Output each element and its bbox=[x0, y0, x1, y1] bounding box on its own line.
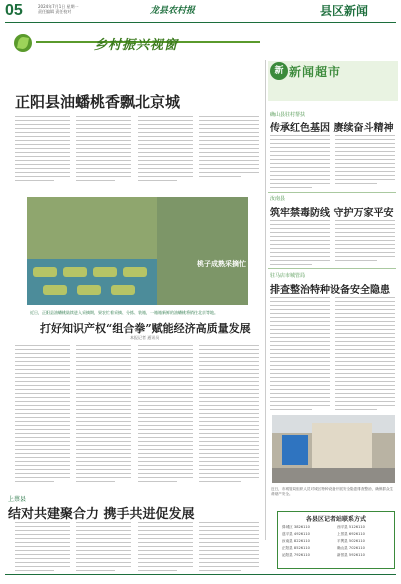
third-article-col-2 bbox=[76, 522, 131, 574]
news-item-1-col-2 bbox=[335, 135, 395, 187]
news-item-3-col-2 bbox=[335, 297, 395, 413]
contact-card-title: 各县区记者站联系方式 bbox=[305, 516, 366, 523]
photo-road bbox=[272, 468, 395, 483]
second-article-col-2 bbox=[76, 345, 131, 485]
news-item-kicker: 确山县驻村帮扶 bbox=[270, 112, 306, 118]
news-divider bbox=[268, 192, 396, 193]
main-headline: 正阳县油蟠桃香飘北京城 bbox=[15, 93, 181, 111]
news-divider bbox=[268, 268, 396, 269]
second-headline: 打好知识产权“组合拳”赋能经济高质量发展 bbox=[40, 322, 251, 335]
photo-label: 桃子成熟采摘忙 bbox=[197, 260, 246, 268]
contact-entry: 平舆县 5026110 bbox=[337, 539, 365, 543]
meta-line: 责任编辑 责任校对 bbox=[38, 9, 72, 14]
main-article-col-3 bbox=[138, 116, 193, 184]
contact-entry: 泌阳县 7926110 bbox=[282, 553, 310, 557]
column-banner bbox=[10, 34, 260, 52]
contact-entry: 新蔡县 5926110 bbox=[337, 553, 365, 557]
contact-entry: 遂平县 4926110 bbox=[282, 532, 310, 536]
issue-meta bbox=[38, 4, 79, 14]
contact-row bbox=[282, 552, 392, 559]
contact-entry: 西平县 5126110 bbox=[337, 525, 365, 529]
contact-entry: 正阳县 8526110 bbox=[282, 546, 310, 550]
banner-label: 乡村振兴视窗 bbox=[94, 38, 179, 53]
news-item-3-col-1 bbox=[270, 297, 330, 413]
news-market-title: 新闻超市 bbox=[289, 65, 342, 79]
second-article-col-4 bbox=[199, 345, 259, 485]
photo-worker bbox=[157, 197, 248, 305]
photo-crates bbox=[27, 259, 157, 305]
main-article-col-2 bbox=[76, 116, 131, 184]
newspaper-logo: 龙县农村报 bbox=[150, 6, 196, 16]
page-header bbox=[0, 0, 401, 24]
contact-entry: 上蔡县 6926110 bbox=[337, 532, 365, 536]
third-article-col-3 bbox=[138, 522, 193, 574]
news-badge: 新 bbox=[270, 62, 288, 80]
second-article-col-3 bbox=[138, 345, 193, 485]
contact-entry: 驿城区 3826110 bbox=[282, 525, 310, 529]
header-rule bbox=[5, 22, 396, 23]
contact-row bbox=[282, 538, 392, 545]
news-item-1-col-1 bbox=[270, 135, 330, 191]
section-title: 县区新闻 bbox=[320, 4, 369, 18]
news-item-headline: 传承红色基因 赓续奋斗精神 bbox=[270, 123, 394, 134]
news-item-2-col-2 bbox=[335, 220, 395, 264]
contact-row bbox=[282, 545, 392, 552]
photo-pickers bbox=[27, 197, 157, 259]
second-article-col-1 bbox=[15, 345, 70, 485]
contact-entry: 汝南县 8226110 bbox=[282, 539, 310, 543]
main-article-col-4 bbox=[199, 116, 259, 180]
news-item-kicker: 驻马店市城管局 bbox=[270, 273, 306, 279]
third-article-col-4 bbox=[199, 522, 259, 574]
third-kicker: 上蔡县 bbox=[8, 496, 27, 503]
contact-row bbox=[282, 524, 392, 531]
photo-sign bbox=[282, 435, 308, 465]
meta-line: 2024年7月1日 星期一 bbox=[38, 4, 79, 9]
news-item-2-col-1 bbox=[270, 220, 330, 268]
news-photo bbox=[272, 415, 395, 483]
column-divider bbox=[265, 60, 266, 540]
contact-row bbox=[282, 531, 392, 538]
second-byline: 本报记者 通讯员 bbox=[130, 335, 160, 340]
third-article-col-1 bbox=[15, 522, 70, 574]
main-photo bbox=[27, 197, 248, 305]
news-photo-caption: 近日，市城管局组织人员对城区特种设备开展安全隐患排查整治，确保群众生命财产安全。 bbox=[271, 487, 394, 496]
main-article-col-1 bbox=[15, 116, 70, 184]
photo-building bbox=[312, 423, 372, 468]
news-item-kicker: 汝南县 bbox=[270, 196, 286, 202]
news-item-headline: 筑牢禁毒防线 守护万家平安 bbox=[270, 208, 394, 219]
contact-list bbox=[282, 524, 392, 559]
page-number: 05 bbox=[5, 2, 23, 19]
main-photo-caption: 近日，正阳县油蟠桃陆续进入采摘期，果农忙着采摘、分拣、装箱，一箱箱新鲜的油蟠桃将销往北京等地。 bbox=[30, 310, 218, 315]
contact-card bbox=[277, 511, 395, 569]
news-item-headline: 排查整治特种设备安全隐患 bbox=[270, 285, 390, 296]
contact-entry: 确山县 7026110 bbox=[337, 546, 365, 550]
footer-rule bbox=[5, 574, 396, 575]
third-headline: 结对共建聚合力 携手共进促发展 bbox=[8, 507, 195, 522]
